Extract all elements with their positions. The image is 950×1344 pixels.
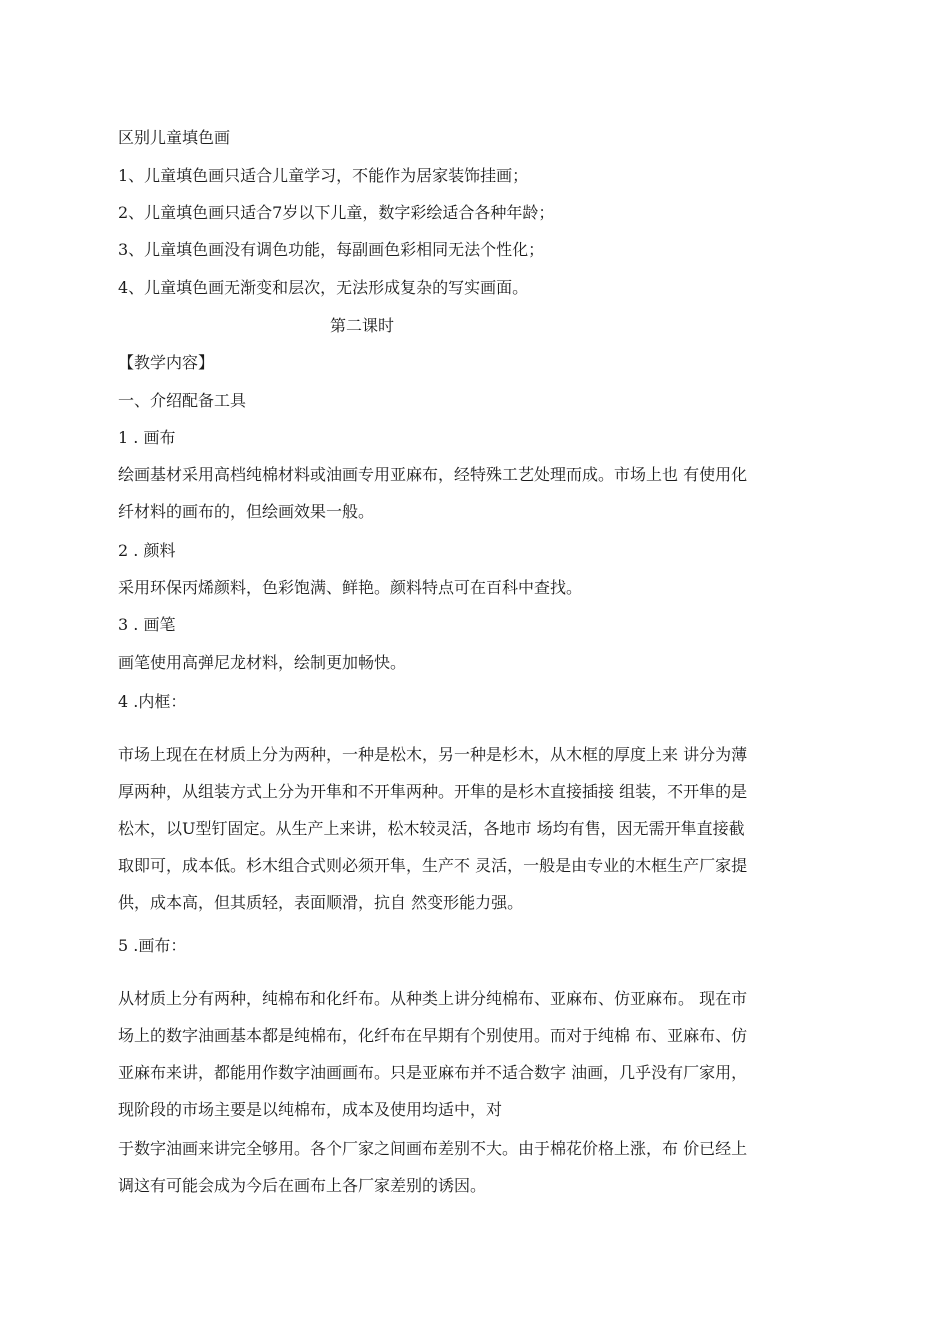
item5-line: 亚麻布来讲，都能用作数字油画画布。只是亚麻布并不适合数字 油画，几乎没有厂家用， (118, 1063, 748, 1082)
item4-paragraph (118, 736, 830, 921)
item5-line: 从材质上分有两种，纯棉布和化纤布。从种类上讲分纯棉布、亚麻布、仿亚麻布。 现在市 (118, 989, 748, 1008)
item4-line: 取即可，成本低。杉木组合式则必须开隼，生产不 灵活，一般是由专业的木框生产厂家提 (118, 856, 748, 875)
item5-paragraph (118, 980, 830, 1128)
point-1: 1、儿童填色画只适合儿童学习，不能作为居家装饰挂画； (118, 166, 529, 185)
item5-title: 5 .画布： (118, 936, 187, 955)
teaching-content-heading: 【教学内容】 (118, 353, 215, 372)
item5-line: 现阶段的市场主要是以纯棉布，成本及使用均适中，对 (118, 1100, 503, 1119)
point-3: 3、儿童填色画没有调色功能，每副画色彩相同无法个性化； (118, 240, 545, 259)
item5-line: 调这有可能会成为今后在画布上各厂家差别的诱因。 (118, 1176, 487, 1195)
part-one-heading: 一、介绍配备工具 (118, 391, 247, 410)
item5-line: 于数字油画来讲完全够用。各个厂家之间画布差别不大。由于棉花价格上涨，布 价已经上 (118, 1139, 748, 1158)
point-4: 4、儿童填色画无渐变和层次，无法形成复杂的写实画面。 (118, 278, 529, 297)
point-2: 2、儿童填色画只适合7岁以下儿童，数字彩绘适合各种年龄； (118, 203, 555, 222)
item3-title: 3 . 画笔 (118, 615, 176, 634)
item2-text: 采用环保丙烯颜料，色彩饱满、鲜艳。颜料特点可在百科中查找。 (118, 578, 583, 597)
section-intro-heading: 区别儿童填色画 (118, 128, 231, 147)
item3-text: 画笔使用高弹尼龙材料，绘制更加畅快。 (118, 653, 407, 672)
item1-paragraph (118, 456, 830, 530)
item2-title: 2 . 颜料 (118, 541, 176, 560)
item4-title: 4 .内框： (118, 692, 187, 711)
item4-line: 松木，以U型钉固定。从生产上来讲，松木较灵活，各地市 场均有售，因无需开隼直接截 (118, 819, 745, 838)
item5-paragraph-continued (118, 1130, 830, 1204)
item4-line: 市场上现在在材质上分为两种，一种是松木，另一种是杉木，从木框的厚度上来 讲分为薄 (118, 745, 748, 764)
item1-title: 1 . 画布 (118, 428, 176, 447)
item4-line: 厚两种，从组装方式上分为开隼和不开隼两种。开隼的是杉木直接插接 组装，不开隼的是 (118, 782, 748, 801)
lesson-title: 第二课时 (330, 316, 395, 335)
item1-line: 纤材料的画布的，但绘画效果一般。 (118, 502, 375, 521)
item5-line: 场上的数字油画基本都是纯棉布，化纤布在早期有个别使用。而对于纯棉 布、亚麻布、仿 (118, 1026, 748, 1045)
item4-line: 供，成本高，但其质轻，表面顺滑，抗自 然变形能力强。 (118, 893, 524, 912)
item1-line: 绘画基材采用高档纯棉材料或油画专用亚麻布，经特殊工艺处理而成。市场上也 有使用化 (118, 465, 748, 484)
